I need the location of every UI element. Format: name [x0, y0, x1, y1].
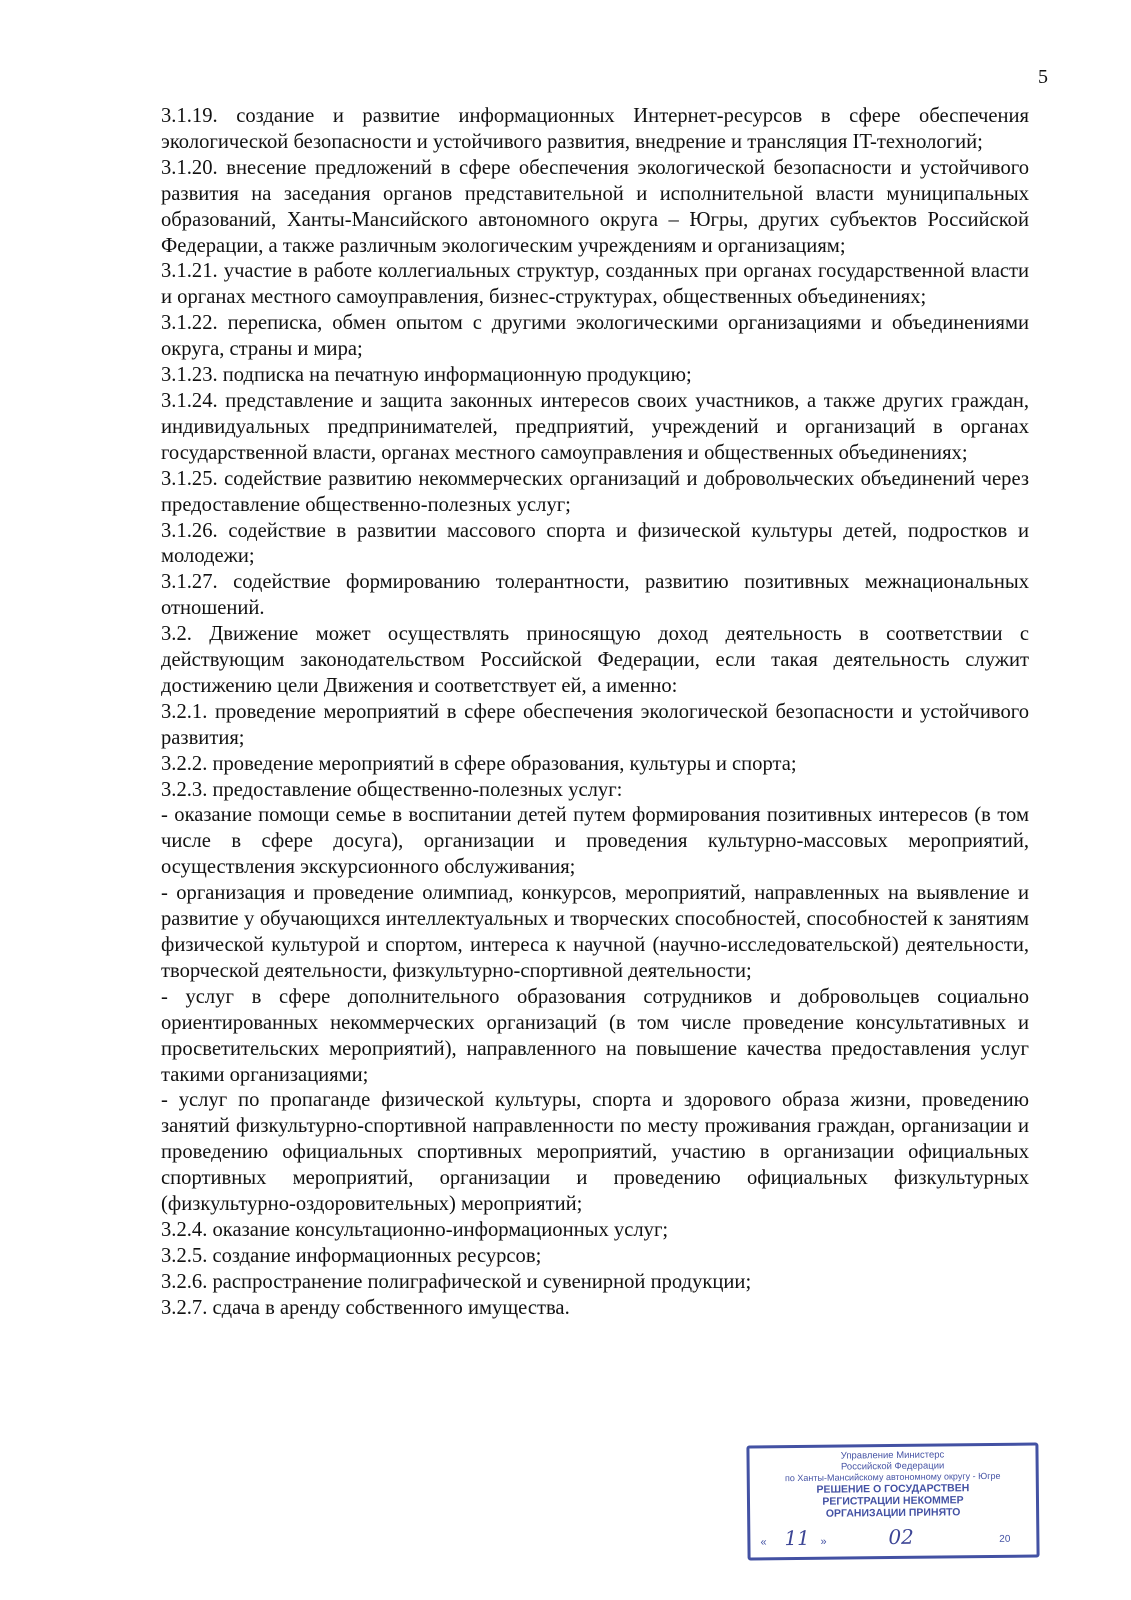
paragraph: 3.1.24. представление и защита законных интересов своих участников, а также других граждан, индивидуальных предпринимателей, предприятий, учреждений и организаций в органах государственной власти, органах местного самоуправления и общественных объединениях;: [161, 389, 1029, 464]
list-item: - оказание помощи семье в воспитании детей путем формирования позитивных интересов (в том числе в сфере досуга), организации и проведения культурно-массовых мероприятий, осуществления экскурсионного обслуживания;: [161, 804, 1029, 879]
paragraph: 3.1.21. участие в работе коллегиальных структур, созданных при органах государственной власти и органах местного самоуправления, бизнес-структурах, общественных объединениях;: [161, 260, 1029, 309]
page-number: 5: [1038, 66, 1048, 88]
stamp-line: ОРГАНИЗАЦИИ ПРИНЯТО: [825, 1506, 961, 1520]
paragraph: 3.2.5. создание информационных ресурсов;: [161, 1244, 542, 1267]
stamp-quote-open: «: [760, 1536, 767, 1549]
paragraph: 3.2.3. предоставление общественно-полезных услуг:: [161, 778, 623, 801]
paragraph: 3.2.2. проведение мероприятий в сфере образования, культуры и спорта;: [161, 752, 797, 775]
paragraph: 3.1.25. содействие развитию некоммерческих организаций и добровольческих объединений через предоставление общественно-полезных услуг;: [161, 467, 1029, 516]
stamp-line: Российской Федерации: [840, 1460, 945, 1473]
paragraph: 3.2.4. оказание консультационно-информационных услуг;: [161, 1218, 669, 1241]
stamp-line: РЕГИСТРАЦИИ НЕКОММЕР: [822, 1494, 964, 1508]
paragraph: 3.1.19. создание и развитие информационных Интернет-ресурсов в сфере обеспечения экологической безопасности и устойчивого развития, внедрение и трансляция IT-технологий;: [161, 105, 1029, 153]
list-item: - услуг в сфере дополнительного образования сотрудников и добровольцев социально ориентированных некоммерческих организаций (в том числе проведение консультативных и просветительских мероприятий), направленного на повышение качества предоставления услуг такими организациями;: [161, 985, 1029, 1086]
paragraph: 3.1.23. подписка на печатную информационную продукцию;: [161, 364, 692, 387]
stamp-date: [758, 1524, 1028, 1554]
paragraph: 3.1.22. переписка, обмен опытом с другими экологическими организациями и объединениями округа, страны и мира;: [161, 312, 1029, 361]
stamp-line: Управление Министерс: [840, 1449, 945, 1462]
document-body: [161, 104, 1029, 1322]
stamp-quote-close: »: [820, 1535, 827, 1548]
paragraph: 3.2.1. проведение мероприятий в сфере обеспечения экологической безопасности и устойчивого развития;: [161, 700, 1029, 749]
paragraph: 3.2. Движение может осуществлять приносящую доход деятельность в соответствии с действующим законодательством Российской Федерации, если такая деятельность служит достижению цели Движения и соответствует ей, а именно:: [161, 623, 1029, 697]
stamp-line: РЕШЕНИЕ О ГОСУДАРСТВЕН: [816, 1482, 970, 1496]
list-item: - организация и проведение олимпиад, конкурсов, мероприятий, направленных на выявление и развитие у обучающихся интеллектуальных и творческих способностей, способностей к занятиям физической культурой и спортом, интереса к научной (научно-исследовательской) деятельности, творческой деятельности, физкультурно-спортивной деятельности;: [161, 882, 1029, 982]
stamp-date-day: 11: [784, 1525, 810, 1551]
stamp-date-year: 20: [999, 1533, 1011, 1545]
paragraph: 3.1.26. содействие в развитии массового спорта и физической культуры детей, подростков и молодежи;: [161, 519, 1029, 568]
paragraph: 3.2.7. сдача в аренду собственного имущества.: [161, 1296, 570, 1319]
paragraph: 3.1.20. внесение предложений в сфере обеспечения экологической безопасности и устойчивого развития на заседания органов представительной и исполнительной власти муниципальных образований, Ханты-Мансийского автономного округа – Югры, других субъектов Российской Федерации, а также различным экологическим учреждениям и организациям;: [161, 156, 1029, 257]
registration-stamp: [746, 1442, 1039, 1560]
paragraph: 3.1.27. содействие формированию толерантности, развитию позитивных межнациональных отношений.: [161, 571, 1029, 620]
list-item: - услуг по пропаганде физической культуры, спорта и здорового образа жизни, проведению занятий физкультурно-спортивной направленности по месту проживания граждан, организации и проведению официальных спортивных мероприятий, участию в организации официальных спортивных мероприятий, организации и проведению официальных физкультурных (физкультурно-оздоровительных) мероприятий;: [161, 1089, 1029, 1216]
paragraph: 3.2.6. распространение полиграфической и сувенирной продукции;: [161, 1270, 752, 1293]
stamp-line: по Ханты-Мансийскому автономному округу - Югре: [784, 1470, 1001, 1484]
stamp-date-month: 02: [888, 1524, 914, 1550]
